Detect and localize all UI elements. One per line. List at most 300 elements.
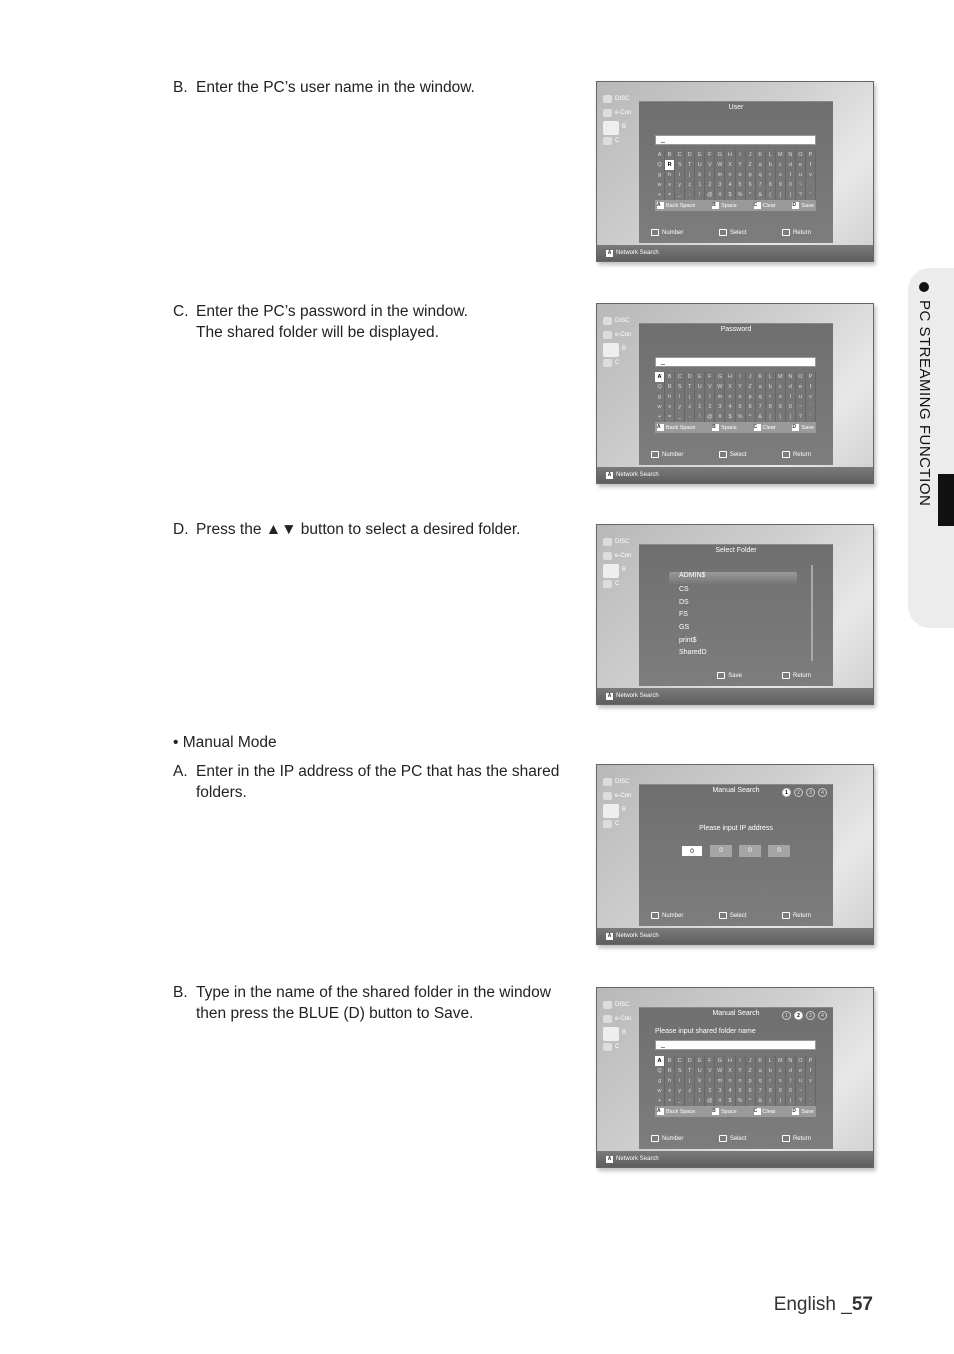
keyboard-key[interactable]: n bbox=[725, 1076, 735, 1086]
keyboard-key[interactable]: o bbox=[736, 392, 746, 402]
keyboard-key[interactable]: n bbox=[725, 392, 735, 402]
keyboard-key[interactable]: j bbox=[685, 170, 695, 180]
keyboard-key[interactable]: ' bbox=[806, 412, 816, 422]
keyboard-key[interactable]: Q bbox=[655, 160, 665, 170]
keyboard-key[interactable]: X bbox=[725, 1066, 735, 1076]
keyboard-key[interactable]: i bbox=[675, 170, 685, 180]
keyboard-key[interactable]: 3 bbox=[715, 1086, 725, 1096]
keyboard-key[interactable]: & bbox=[756, 190, 766, 200]
network-search-bar[interactable]: A Network Search bbox=[597, 928, 873, 944]
keyboard-key[interactable]: D bbox=[685, 1056, 695, 1066]
keyboard-key[interactable]: 6 bbox=[746, 1086, 756, 1096]
keyboard-key[interactable]: E bbox=[695, 150, 705, 160]
user-input[interactable]: _ bbox=[655, 135, 816, 145]
keyboard-key[interactable]: J bbox=[746, 372, 756, 382]
keyboard-key[interactable]: u bbox=[796, 170, 806, 180]
econ-icon bbox=[603, 1015, 612, 1023]
keyboard-key[interactable]: | bbox=[786, 1096, 796, 1106]
function-key-c[interactable]: C Clear bbox=[753, 202, 776, 209]
keyboard-key[interactable]: e bbox=[796, 382, 806, 392]
keyboard-key[interactable]: N bbox=[786, 372, 796, 382]
keyboard-key[interactable]: V bbox=[705, 1066, 715, 1076]
keyboard-key[interactable]: E bbox=[695, 372, 705, 382]
keyboard-key[interactable]: m bbox=[715, 170, 725, 180]
keyboard-key[interactable]: t bbox=[786, 1076, 796, 1086]
keyboard-key[interactable]: t bbox=[786, 170, 796, 180]
keyboard-key[interactable]: 0 bbox=[786, 1086, 796, 1096]
keyboard-key[interactable]: y bbox=[675, 402, 685, 412]
keyboard-key[interactable]: + bbox=[655, 412, 665, 422]
keyboard-key[interactable]: - bbox=[685, 1096, 695, 1106]
keyboard-key[interactable]: P bbox=[806, 372, 816, 382]
econ-icon bbox=[603, 109, 612, 117]
keyboard-key[interactable]: 1 bbox=[695, 402, 705, 412]
keyboard-key[interactable]: m bbox=[715, 1076, 725, 1086]
keyboard-key[interactable]: # bbox=[715, 412, 725, 422]
keyboard-key[interactable]: ` bbox=[806, 180, 816, 190]
keyboard-key[interactable]: R bbox=[665, 1066, 675, 1076]
keyboard-key[interactable]: k bbox=[695, 170, 705, 180]
keyboard-key[interactable]: - bbox=[685, 190, 695, 200]
keyboard-key[interactable]: q bbox=[756, 1076, 766, 1086]
step-c-password: C. Enter the PC’s password in the window. The shared folder will be displayed. bbox=[173, 303, 468, 341]
keyboard-key[interactable]: _ bbox=[675, 190, 685, 200]
keyboard-key[interactable]: | bbox=[786, 190, 796, 200]
keyboard-key[interactable]: 5 bbox=[736, 402, 746, 412]
function-key-d[interactable]: D Save bbox=[792, 202, 814, 209]
keyboard-key[interactable]: $ bbox=[725, 190, 735, 200]
keyboard-key[interactable]: @ bbox=[705, 412, 715, 422]
keyboard-key[interactable]: H bbox=[725, 150, 735, 160]
keyboard-key[interactable]: ( bbox=[766, 1096, 776, 1106]
keyboard-key[interactable]: Z bbox=[746, 160, 756, 170]
keyboard-key[interactable]: c bbox=[776, 160, 786, 170]
keyboard-key[interactable]: 1 bbox=[695, 180, 705, 190]
keyboard-key[interactable]: ? bbox=[796, 190, 806, 200]
keyboard-key[interactable]: 4 bbox=[725, 402, 735, 412]
folder-item[interactable]: CS bbox=[679, 586, 689, 593]
keyboard-key[interactable]: J bbox=[746, 1056, 756, 1066]
keyboard-key[interactable]: r bbox=[766, 392, 776, 402]
network-search-bar[interactable]: A Network Search bbox=[597, 467, 873, 483]
ip-octet-2[interactable]: 0 bbox=[710, 845, 732, 857]
keyboard-key[interactable]: x bbox=[665, 180, 675, 190]
folder-name-prompt: Please input shared folder name bbox=[655, 1028, 756, 1035]
onscreen-keyboard bbox=[655, 1056, 816, 1117]
keyboard-key[interactable]: t bbox=[786, 392, 796, 402]
keyboard-key[interactable]: e bbox=[796, 160, 806, 170]
keyboard-key[interactable]: g bbox=[655, 392, 665, 402]
keyboard-key[interactable]: X bbox=[725, 382, 735, 392]
folder-item[interactable]: DS bbox=[679, 598, 689, 606]
keyboard-key[interactable]: l bbox=[705, 1076, 715, 1086]
keyboard-key[interactable]: Z bbox=[746, 1066, 756, 1076]
keyboard-key[interactable]: a bbox=[756, 160, 766, 170]
keyboard-key[interactable]: 0 bbox=[786, 402, 796, 412]
network-search-bar[interactable]: A Network Search bbox=[597, 688, 873, 704]
keyboard-key[interactable]: _ bbox=[675, 412, 685, 422]
keyboard-key[interactable]: _ bbox=[675, 1096, 685, 1106]
network-search-bar[interactable]: A Network Search bbox=[597, 1151, 873, 1167]
keyboard-key[interactable]: ^ bbox=[746, 1096, 756, 1106]
keyboard-key[interactable]: b bbox=[766, 160, 776, 170]
keyboard-key[interactable]: # bbox=[715, 190, 725, 200]
function-key-b[interactable]: B Space bbox=[712, 202, 737, 209]
folder-item[interactable]: SharedD bbox=[679, 649, 707, 657]
keyboard-key[interactable]: V bbox=[705, 382, 715, 392]
keyboard-key[interactable]: o bbox=[736, 1076, 746, 1086]
keyboard-key[interactable]: W bbox=[715, 1066, 725, 1076]
keyboard-key[interactable]: W bbox=[715, 160, 725, 170]
function-key-b[interactable]: B Space bbox=[712, 1108, 737, 1115]
keyboard-key[interactable]: 7 bbox=[756, 180, 766, 190]
folder-item-selected[interactable]: ADMIN$ bbox=[669, 572, 797, 584]
keyboard-key[interactable]: d bbox=[786, 382, 796, 392]
keyboard-key[interactable]: p bbox=[746, 170, 756, 180]
keyboard-key[interactable]: g bbox=[655, 170, 665, 180]
keyboard-key[interactable]: 7 bbox=[756, 1086, 766, 1096]
keyboard-key[interactable]: k bbox=[695, 1076, 705, 1086]
keyboard-key[interactable]: S bbox=[675, 1066, 685, 1076]
keyboard-key[interactable]: ` bbox=[806, 1086, 816, 1096]
keyboard-key[interactable]: T bbox=[685, 160, 695, 170]
disc-icon bbox=[603, 317, 612, 325]
keyboard-key[interactable]: I bbox=[736, 1056, 746, 1066]
keyboard-key[interactable]: O bbox=[796, 150, 806, 160]
keyboard-key[interactable]: ^ bbox=[746, 412, 756, 422]
keyboard-key[interactable]: A bbox=[655, 1056, 665, 1066]
keyboard-key[interactable]: $ bbox=[725, 1096, 735, 1106]
keyboard-key[interactable]: Q bbox=[655, 1066, 665, 1076]
folder-item[interactable]: FS bbox=[679, 611, 688, 619]
keyboard-key[interactable]: Y bbox=[736, 160, 746, 170]
function-key-c[interactable]: C Clear bbox=[753, 424, 776, 431]
keyboard-key[interactable]: M bbox=[776, 1056, 786, 1066]
keyboard-key[interactable]: j bbox=[685, 1076, 695, 1086]
keyboard-key[interactable]: ~ bbox=[796, 180, 806, 190]
keyboard-key[interactable]: 8 bbox=[766, 402, 776, 412]
keyboard-key[interactable]: D bbox=[685, 372, 695, 382]
keyboard-key[interactable]: Y bbox=[736, 1066, 746, 1076]
function-key-a[interactable]: A Back Space bbox=[657, 1108, 696, 1115]
keyboard-key[interactable]: - bbox=[685, 412, 695, 422]
keyboard-key[interactable]: D bbox=[685, 150, 695, 160]
keyboard-key[interactable]: c bbox=[776, 1066, 786, 1076]
keyboard-key[interactable]: O bbox=[796, 372, 806, 382]
keyboard-key[interactable]: O bbox=[796, 1056, 806, 1066]
keyboard-key[interactable]: C bbox=[675, 1056, 685, 1066]
keyboard-key[interactable]: q bbox=[756, 170, 766, 180]
side-menu: DISC e-Con B C bbox=[603, 998, 639, 1054]
keyboard-row bbox=[655, 392, 816, 402]
keyboard-key[interactable]: x bbox=[665, 402, 675, 412]
keyboard-key[interactable]: Q bbox=[655, 382, 665, 392]
keyboard-key[interactable]: E bbox=[695, 1056, 705, 1066]
ip-octet-1[interactable]: 0 bbox=[681, 845, 703, 857]
keyboard-key[interactable]: L bbox=[766, 1056, 776, 1066]
keyboard-key[interactable]: & bbox=[756, 1096, 766, 1106]
keyboard-key[interactable]: 0 bbox=[786, 180, 796, 190]
keyboard-key[interactable]: y bbox=[675, 180, 685, 190]
keyboard-key[interactable]: 4 bbox=[725, 1086, 735, 1096]
keyboard-key[interactable]: S bbox=[675, 160, 685, 170]
keyboard-key[interactable]: F bbox=[705, 1056, 715, 1066]
keyboard-key[interactable]: B bbox=[665, 1056, 675, 1066]
keyboard-key[interactable]: = bbox=[665, 1096, 675, 1106]
function-key-b[interactable]: B Space bbox=[712, 424, 737, 431]
step-d-select-folder: D. Press the ▲▼ button to select a desired folder. bbox=[173, 521, 521, 538]
keyboard-key[interactable]: b bbox=[766, 382, 776, 392]
keyboard-key[interactable]: T bbox=[685, 382, 695, 392]
keyboard-key[interactable]: U bbox=[695, 1066, 705, 1076]
keyboard-key[interactable]: g bbox=[655, 1076, 665, 1086]
function-key-d[interactable]: D Save bbox=[792, 1108, 814, 1115]
keyboard-key[interactable]: = bbox=[665, 412, 675, 422]
keyboard-key[interactable]: F bbox=[705, 150, 715, 160]
keyboard-key[interactable]: % bbox=[736, 412, 746, 422]
keyboard-key[interactable]: L bbox=[766, 150, 776, 160]
keyboard-key[interactable]: R bbox=[665, 160, 675, 170]
keyboard-key[interactable]: w bbox=[655, 402, 665, 412]
keyboard-key[interactable]: G bbox=[715, 372, 725, 382]
keyboard-key[interactable]: z bbox=[685, 1086, 695, 1096]
keyboard-key[interactable]: @ bbox=[705, 190, 715, 200]
keyboard-key[interactable]: ! bbox=[695, 1096, 705, 1106]
keyboard-key[interactable]: 3 bbox=[715, 402, 725, 412]
keyboard-key[interactable]: s bbox=[776, 170, 786, 180]
keyboard-key[interactable]: f bbox=[806, 1066, 816, 1076]
keyboard-key[interactable]: k bbox=[695, 392, 705, 402]
keyboard-key[interactable]: X bbox=[725, 160, 735, 170]
keyboard-key[interactable]: P bbox=[806, 1056, 816, 1066]
keyboard-key[interactable]: ) bbox=[776, 1096, 786, 1106]
keyboard-key[interactable]: a bbox=[756, 382, 766, 392]
keyboard-key[interactable]: u bbox=[796, 1076, 806, 1086]
keyboard-key[interactable]: ' bbox=[806, 1096, 816, 1106]
keyboard-key[interactable]: f bbox=[806, 160, 816, 170]
keyboard-key[interactable]: % bbox=[736, 1096, 746, 1106]
password-input[interactable]: _ bbox=[655, 357, 816, 367]
keyboard-key[interactable]: w bbox=[655, 1086, 665, 1096]
keyboard-key[interactable]: ~ bbox=[796, 402, 806, 412]
folder-item[interactable]: GS bbox=[679, 624, 690, 632]
keyboard-key[interactable]: S bbox=[675, 382, 685, 392]
keyboard-key[interactable]: C bbox=[675, 372, 685, 382]
keyboard-row bbox=[655, 372, 816, 382]
keyboard-key[interactable]: M bbox=[776, 372, 786, 382]
keyboard-key[interactable]: ^ bbox=[746, 190, 756, 200]
keyboard-key[interactable]: h bbox=[665, 170, 675, 180]
keyboard-key[interactable]: C bbox=[675, 150, 685, 160]
keyboard-key[interactable]: ( bbox=[766, 412, 776, 422]
pc-icon bbox=[603, 343, 619, 357]
keyboard-key[interactable]: i bbox=[675, 392, 685, 402]
keyboard-key[interactable]: o bbox=[736, 170, 746, 180]
keyboard-key[interactable]: 5 bbox=[736, 180, 746, 190]
keyboard-key[interactable]: 4 bbox=[725, 180, 735, 190]
keyboard-key[interactable]: G bbox=[715, 150, 725, 160]
keyboard-key[interactable]: ~ bbox=[796, 1086, 806, 1096]
keyboard-key[interactable]: 5 bbox=[736, 1086, 746, 1096]
keyboard-key[interactable]: l bbox=[705, 392, 715, 402]
keyboard-key[interactable]: ! bbox=[695, 412, 705, 422]
keyboard-key[interactable]: + bbox=[655, 190, 665, 200]
a-key-icon: A bbox=[657, 1108, 664, 1115]
keyboard-key[interactable]: @ bbox=[705, 1096, 715, 1106]
keyboard-key[interactable]: M bbox=[776, 150, 786, 160]
network-icon bbox=[603, 820, 612, 828]
folder-name-input[interactable]: _ bbox=[655, 1040, 816, 1050]
folder-item[interactable]: print$ bbox=[679, 636, 697, 644]
network-search-bar[interactable]: A Network Search bbox=[597, 245, 873, 261]
section-title: PC STREAMING FUNCTION bbox=[916, 300, 933, 507]
keyboard-key[interactable]: & bbox=[756, 412, 766, 422]
keyboard-key[interactable]: G bbox=[715, 1056, 725, 1066]
keyboard-key[interactable]: x bbox=[665, 1086, 675, 1096]
keyboard-key[interactable]: ) bbox=[776, 190, 786, 200]
c-key-icon: C bbox=[754, 424, 761, 431]
keyboard-key[interactable]: v bbox=[806, 170, 816, 180]
keyboard-key[interactable]: B bbox=[665, 150, 675, 160]
keyboard-key[interactable]: s bbox=[776, 392, 786, 402]
function-key-a[interactable]: A Back Space bbox=[657, 424, 696, 431]
keyboard-key[interactable]: l bbox=[705, 170, 715, 180]
keyboard-key[interactable]: u bbox=[796, 392, 806, 402]
keyboard-key[interactable]: A bbox=[655, 372, 665, 382]
keyboard-key[interactable]: K bbox=[756, 150, 766, 160]
keyboard-key[interactable]: z bbox=[685, 180, 695, 190]
keyboard-key[interactable]: d bbox=[786, 160, 796, 170]
keyboard-key[interactable]: $ bbox=[725, 412, 735, 422]
function-key-d[interactable]: D Save bbox=[792, 424, 814, 431]
keyboard-key[interactable]: ' bbox=[806, 190, 816, 200]
keyboard-key[interactable]: v bbox=[806, 392, 816, 402]
keyboard-key[interactable]: 7 bbox=[756, 402, 766, 412]
keyboard-key[interactable]: z bbox=[685, 402, 695, 412]
keyboard-key[interactable]: y bbox=[675, 1086, 685, 1096]
number-key-icon bbox=[651, 229, 659, 236]
keyboard-key[interactable]: r bbox=[766, 1076, 776, 1086]
function-key-a[interactable]: A Back Space bbox=[657, 202, 696, 209]
c-key-icon: C bbox=[754, 202, 761, 209]
keyboard-key[interactable]: v bbox=[806, 1076, 816, 1086]
pc-icon bbox=[603, 564, 619, 578]
keyboard-key[interactable]: 1 bbox=[695, 1086, 705, 1096]
keyboard-key[interactable]: Z bbox=[746, 382, 756, 392]
keyboard-key[interactable]: q bbox=[756, 392, 766, 402]
number-key-icon bbox=[651, 912, 659, 919]
keyboard-key[interactable]: | bbox=[786, 412, 796, 422]
keyboard-key[interactable]: ! bbox=[695, 190, 705, 200]
keyboard-key[interactable]: ) bbox=[776, 412, 786, 422]
ip-address-input bbox=[681, 845, 790, 857]
keyboard-key[interactable]: p bbox=[746, 1076, 756, 1086]
keyboard-key[interactable]: h bbox=[665, 1076, 675, 1086]
keyboard-key[interactable]: 6 bbox=[746, 402, 756, 412]
disc-icon bbox=[603, 778, 612, 786]
folder-scrollbar[interactable] bbox=[811, 565, 813, 661]
keyboard-key[interactable]: 6 bbox=[746, 180, 756, 190]
keyboard-key[interactable]: n bbox=[725, 170, 735, 180]
keyboard-key[interactable]: # bbox=[715, 1096, 725, 1106]
keyboard-key[interactable]: I bbox=[736, 150, 746, 160]
d-key-icon: D bbox=[792, 202, 799, 209]
keyboard-key[interactable]: U bbox=[695, 382, 705, 392]
keyboard-key[interactable]: + bbox=[655, 1096, 665, 1106]
b-key-icon: B bbox=[712, 424, 719, 431]
keyboard-key[interactable]: c bbox=[776, 382, 786, 392]
onscreen-keyboard bbox=[655, 150, 816, 211]
keyboard-key[interactable]: L bbox=[766, 372, 776, 382]
keyboard-key[interactable]: A bbox=[655, 150, 665, 160]
keyboard-key[interactable]: = bbox=[665, 190, 675, 200]
keyboard-key[interactable]: 2 bbox=[705, 1086, 715, 1096]
keyboard-key[interactable]: P bbox=[806, 150, 816, 160]
keyboard-key[interactable]: U bbox=[695, 160, 705, 170]
keyboard-key[interactable]: ( bbox=[766, 190, 776, 200]
keyboard-key[interactable]: b bbox=[766, 1066, 776, 1076]
ip-octet-4[interactable]: 0 bbox=[768, 845, 790, 857]
keyboard-key[interactable]: W bbox=[715, 382, 725, 392]
keyboard-key[interactable]: 9 bbox=[776, 402, 786, 412]
keyboard-key[interactable]: V bbox=[705, 160, 715, 170]
keyboard-key[interactable]: f bbox=[806, 382, 816, 392]
keyboard-key[interactable]: R bbox=[665, 382, 675, 392]
keyboard-key[interactable]: ? bbox=[796, 412, 806, 422]
keyboard-key[interactable]: B bbox=[665, 372, 675, 382]
keyboard-key[interactable]: ` bbox=[806, 402, 816, 412]
keyboard-key[interactable]: 8 bbox=[766, 180, 776, 190]
keyboard-key[interactable]: w bbox=[655, 180, 665, 190]
keyboard-key[interactable]: K bbox=[756, 1056, 766, 1066]
keyboard-key[interactable]: Y bbox=[736, 382, 746, 392]
keyboard-key[interactable]: i bbox=[675, 1076, 685, 1086]
keyboard-key[interactable]: j bbox=[685, 392, 695, 402]
user-dialog: User _ A B C D E F G H I J K L M N O P Q R S T U V W X Y Z a b c d e f g h i j k l m n o p q r s t u v w x y z 1 2 3 4 5 6 7 8 9 0 ~ ` + = _ - ! @ # $ % ^ & ( ) | ? ' A Back Space B Space C Clear D Save Number Select Return bbox=[639, 101, 833, 243]
keyboard-key[interactable]: e bbox=[796, 1066, 806, 1076]
keyboard-key[interactable]: p bbox=[746, 392, 756, 402]
keyboard-key[interactable]: 9 bbox=[776, 180, 786, 190]
keyboard-key[interactable]: a bbox=[756, 1066, 766, 1076]
user-screen bbox=[596, 81, 874, 262]
keyboard-key[interactable]: N bbox=[786, 150, 796, 160]
keyboard-key[interactable]: F bbox=[705, 372, 715, 382]
number-key-icon bbox=[651, 451, 659, 458]
keyboard-key[interactable]: 2 bbox=[705, 402, 715, 412]
keyboard-key[interactable]: H bbox=[725, 372, 735, 382]
keyboard-key[interactable]: 2 bbox=[705, 180, 715, 190]
keyboard-key[interactable]: ? bbox=[796, 1096, 806, 1106]
keyboard-key[interactable]: % bbox=[736, 190, 746, 200]
keyboard-key[interactable]: h bbox=[665, 392, 675, 402]
keyboard-key[interactable]: N bbox=[786, 1056, 796, 1066]
ip-prompt: Please input IP address bbox=[699, 825, 773, 832]
keyboard-key[interactable]: m bbox=[715, 392, 725, 402]
keyboard-key[interactable]: K bbox=[756, 372, 766, 382]
ip-octet-3[interactable]: 0 bbox=[739, 845, 761, 857]
keyboard-key[interactable]: 8 bbox=[766, 1086, 776, 1096]
keyboard-key[interactable]: d bbox=[786, 1066, 796, 1076]
keyboard-key[interactable]: 3 bbox=[715, 180, 725, 190]
keyboard-key[interactable]: H bbox=[725, 1056, 735, 1066]
keyboard-key[interactable]: T bbox=[685, 1066, 695, 1076]
keyboard-key[interactable]: I bbox=[736, 372, 746, 382]
keyboard-key[interactable]: J bbox=[746, 150, 756, 160]
keyboard-key[interactable]: r bbox=[766, 170, 776, 180]
function-key-c[interactable]: C Clear bbox=[753, 1108, 776, 1115]
keyboard-key[interactable]: s bbox=[776, 1076, 786, 1086]
keyboard-key[interactable]: 9 bbox=[776, 1086, 786, 1096]
